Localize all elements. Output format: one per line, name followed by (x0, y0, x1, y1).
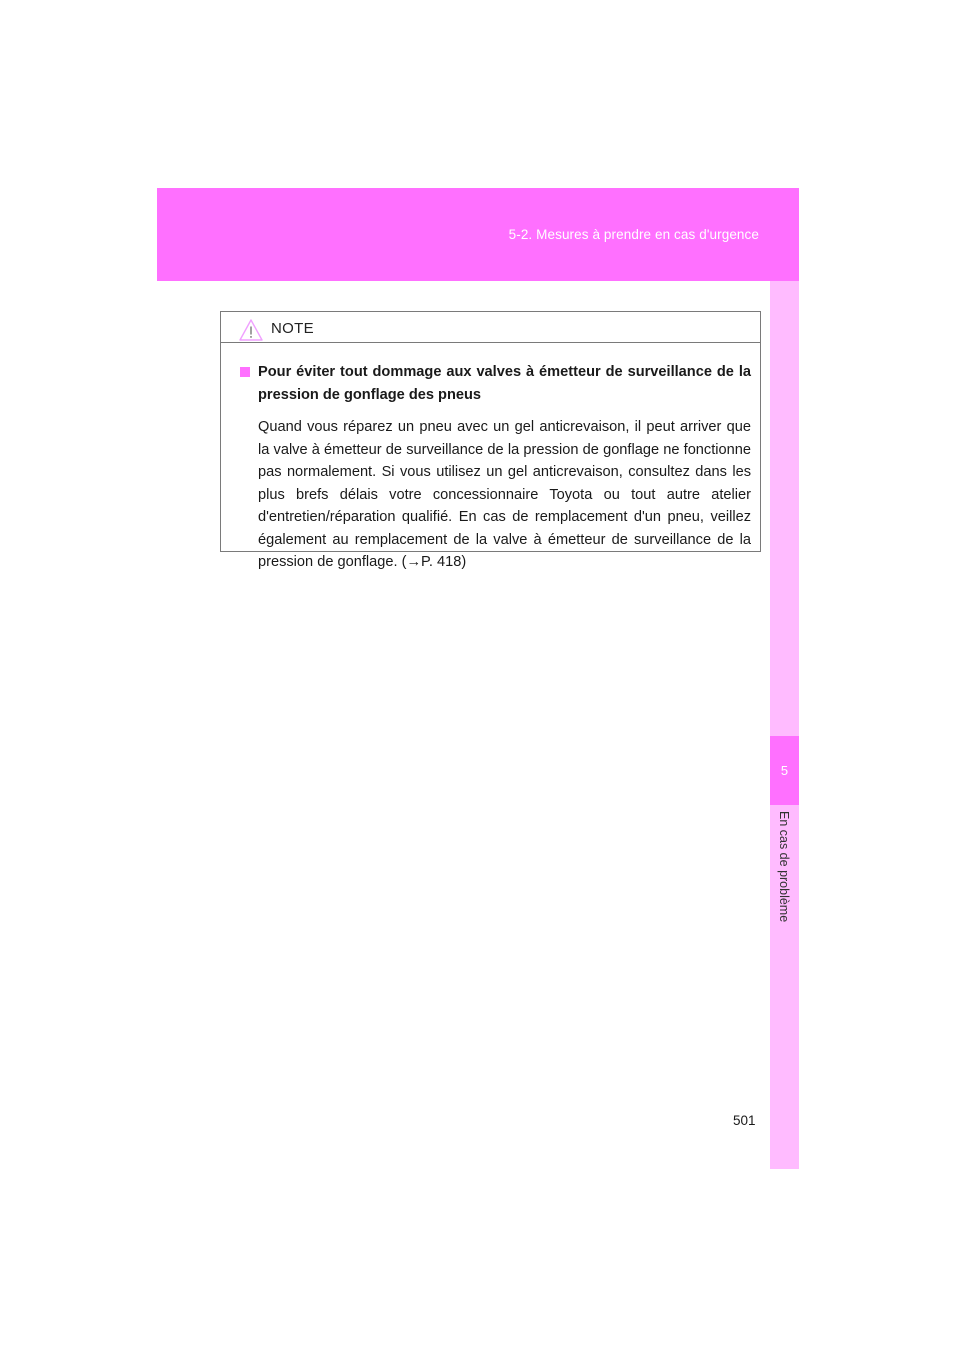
note-paragraph: Quand vous réparez un pneu avec un gel anticrevaison, il peut arriver que la valve à émetteur de surveillance de la pression de gonflage ne fonctionne pas normalement. Si vous utilisez un gel anticrevaison, consultez dans les plus brefs délais votre concessionnaire Toyota ou tout autre atelier d'entretien/réparation qualifié. En cas de remplacement d'un pneu, veillez également au remplacement de la valve à émetteur de surveillance de la pression de gonflage. (→P. 418) (258, 419, 751, 570)
note-subheading-text: Pour éviter tout dommage aux valves à émetteur de surveillance de la pression de gonflage des pneus (258, 364, 751, 403)
section-title: 5-2. Mesures à prendre en cas d'urgence (508, 227, 759, 242)
square-bullet-icon (240, 367, 250, 377)
note-body (221, 343, 760, 574)
warning-triangle-icon (239, 319, 263, 341)
page-number: 501 (733, 1113, 756, 1128)
note-label: NOTE (271, 319, 314, 337)
note-header (221, 312, 760, 343)
chapter-label: En cas de problème (777, 811, 791, 923)
header-band (157, 188, 799, 281)
chapter-number: 5 (770, 736, 799, 805)
chapter-side-tab (770, 281, 799, 1169)
note-subheading (240, 361, 751, 406)
note-box (220, 311, 761, 570)
